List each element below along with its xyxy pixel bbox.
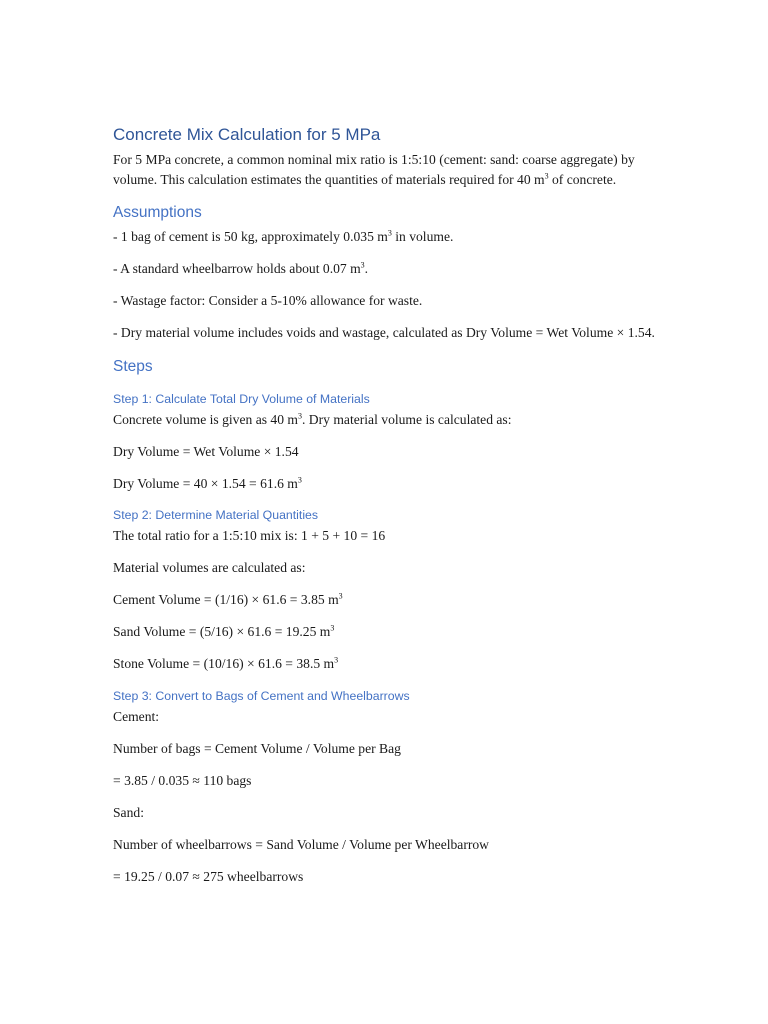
step-1-line-2: Dry Volume = Wet Volume × 1.54 xyxy=(113,443,299,459)
step-3-cement-formula: Number of bags = Cement Volume / Volume per Bag xyxy=(113,740,401,756)
assumption-2-text: - A standard wheelbarrow holds about 0.07 m xyxy=(113,261,361,276)
assumption-item-1 xyxy=(113,227,658,247)
step-2-cement-volume xyxy=(113,590,658,610)
step-2-sand-volume xyxy=(113,622,658,642)
stone-volume-superscript: 3 xyxy=(334,655,339,665)
step-2-stone-volume xyxy=(113,654,658,674)
assumption-1-text: - 1 bag of cement is 50 kg, approximately 0.035 m xyxy=(113,229,388,244)
step-3-sand-label: Sand: xyxy=(113,804,144,820)
assumption-2-text-end: . xyxy=(364,261,369,276)
step-3-heading: Step 3: Convert to Bags of Cement and Wheelbarrows xyxy=(113,688,410,703)
intro-superscript: 3 xyxy=(544,170,549,180)
step-2-heading: Step 2: Determine Material Quantities xyxy=(113,508,319,522)
stone-volume-text: Stone Volume = (10/16) × 61.6 = 38.5 m xyxy=(113,656,335,671)
sand-volume-text: Sand Volume = (5/16) × 61.6 = 19.25 m xyxy=(113,624,331,639)
intro-paragraph xyxy=(113,150,658,189)
step-1-line-1-superscript: 3 xyxy=(298,410,302,420)
step-1-heading: Step 1: Calculate Total Dry Volume of Materials xyxy=(113,391,370,406)
assumption-item-4: - Dry material volume includes voids and wastage, calculated as Dry Volume = Wet Volume × 1.54. xyxy=(113,325,655,340)
cement-volume-text: Cement Volume = (1/16) × 61.6 = 3.85 m xyxy=(113,592,339,607)
step-3-cement-label: Cement: xyxy=(113,708,160,724)
step-1-line-1-text-end: . Dry material volume is calculated as: xyxy=(302,411,512,427)
step-1-line-3-superscript: 3 xyxy=(297,474,302,484)
step-2-line-1: The total ratio for a 1:5:10 mix is: 1 + 5 + 10 = 16 xyxy=(113,528,386,543)
cement-volume-superscript: 3 xyxy=(338,591,343,601)
steps-heading: Steps xyxy=(113,357,153,375)
step-3-sand-result: = 19.25 / 0.07 ≈ 275 wheelbarrows xyxy=(113,868,304,884)
assumptions-heading: Assumptions xyxy=(113,204,202,221)
assumption-item-2 xyxy=(113,259,658,279)
step-3-sand-formula: Number of wheelbarrows = Sand Volume / Volume per Wheelbarrow xyxy=(113,836,490,852)
sand-volume-superscript: 3 xyxy=(330,623,335,633)
assumption-1-superscript: 3 xyxy=(387,228,392,238)
step-3-cement-result: = 3.85 / 0.035 ≈ 110 bags xyxy=(113,772,252,788)
step-1-line-1-text: Concrete volume is given as 40 m xyxy=(113,411,298,427)
intro-text-1: For 5 MPa concrete, a common nominal mix ratio is 1:5:10 (cement: sand: coarse aggregate) by volume. This calculation estimates the quantities of materials required for 40 m xyxy=(113,152,635,187)
step-1-line-3 xyxy=(113,474,658,494)
assumption-1-text-end: in volume. xyxy=(391,229,454,244)
intro-text-2: of concrete. xyxy=(548,171,617,187)
step-2-line-2: Material volumes are calculated as: xyxy=(113,560,306,575)
assumption-item-3: - Wastage factor: Consider a 5-10% allowance for waste. xyxy=(113,293,423,308)
assumption-2-superscript: 3 xyxy=(360,260,365,270)
step-1-line-1 xyxy=(113,410,658,430)
step-1-line-3-text: Dry Volume = 40 × 1.54 = 61.6 m xyxy=(113,475,298,491)
document-title: Concrete Mix Calculation for 5 MPa xyxy=(113,125,381,144)
